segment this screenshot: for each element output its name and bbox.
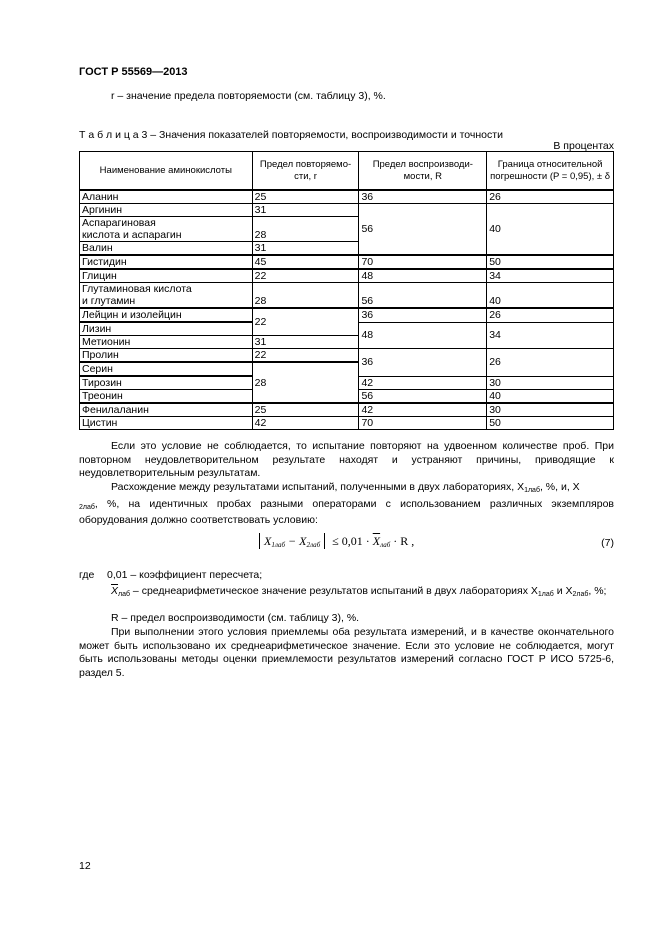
cell: Гистидин bbox=[80, 255, 253, 269]
cell: Пролин bbox=[80, 349, 253, 363]
table-row bbox=[80, 308, 614, 322]
cell: 40 bbox=[487, 204, 614, 256]
cell: 48 bbox=[359, 269, 487, 283]
cell: 45 bbox=[252, 255, 359, 269]
col-header: Граница относительной погрешности (P = 0,95), ± δ bbox=[487, 152, 614, 191]
cell: Лизин bbox=[80, 322, 253, 336]
cell: Лейцин и изолейцин bbox=[80, 308, 253, 322]
cell: Фенилаланин bbox=[80, 403, 253, 417]
cell: 28 bbox=[252, 283, 359, 309]
cell: 28 bbox=[252, 229, 359, 242]
r-definition: r – значение предела повторяемости (см. таблицу 3), %. bbox=[111, 90, 386, 102]
paragraph-repeat-test: Если это условие не соблюдается, то испытание повторяют на удвоенном количестве проб. При повторном неудовлетворительном результате находят и устраняют причины, приводящие к неудовлетворительным результатам. bbox=[79, 440, 614, 479]
cell: Аргинин bbox=[80, 204, 253, 217]
col-header: Предел воспроизводи-мости, R bbox=[359, 152, 487, 191]
cell: Метионин bbox=[80, 336, 253, 349]
cell: 22 bbox=[252, 349, 359, 363]
cell: 70 bbox=[359, 417, 487, 430]
table-row bbox=[80, 349, 614, 363]
cell: 26 bbox=[487, 190, 614, 204]
cell: 42 bbox=[359, 376, 487, 390]
formula-7: $X_{1лаб} - X_{2лаб} \le 0,01 \cdot \overline{X}_{лаб} \cdot R$ , bbox=[255, 533, 414, 549]
cell: 36 bbox=[359, 190, 487, 204]
where-reproducibility: R – предел воспроизводимости (см. таблицу 3), %. bbox=[111, 612, 360, 624]
table-caption: Т а б л и ц а 3 – Значения показателей повторяемости, воспроизводимости и точности bbox=[79, 129, 503, 141]
cell: 31 bbox=[252, 242, 359, 256]
cell: 48 bbox=[359, 322, 487, 349]
cell: 30 bbox=[487, 403, 614, 417]
cell: 25 bbox=[252, 190, 359, 204]
table-row bbox=[80, 417, 614, 430]
where-mean: $\overline{X}_{лаб}$ – среднеарифметическое значение результатов испытаний в двух лабораториях $X_{1лаб}$ и $X_{2лаб}$, %; bbox=[111, 585, 607, 598]
formula-number: (7) bbox=[601, 537, 614, 549]
cell bbox=[252, 217, 359, 230]
cell: Цистин bbox=[80, 417, 253, 430]
table-row bbox=[80, 269, 614, 283]
cell: 56 bbox=[359, 390, 487, 404]
cell: 42 bbox=[359, 403, 487, 417]
cell: 36 bbox=[359, 308, 487, 322]
cell: 30 bbox=[487, 376, 614, 390]
where-coefficient: 0,01 – коэффициент пересчета; bbox=[107, 569, 263, 581]
cell: Аспарагиновая bbox=[80, 217, 253, 230]
table-row bbox=[80, 283, 614, 296]
cell: 56 bbox=[359, 283, 487, 309]
cell: 26 bbox=[487, 308, 614, 322]
cell: Аланин bbox=[80, 190, 253, 204]
document-header: ГОСТ Р 55569—2013 bbox=[79, 66, 188, 78]
cell: 34 bbox=[487, 322, 614, 349]
cell: Глицин bbox=[80, 269, 253, 283]
table-header-row bbox=[80, 152, 614, 191]
cell: 70 bbox=[359, 255, 487, 269]
cell: 31 bbox=[252, 336, 359, 349]
cell: 56 bbox=[359, 204, 487, 256]
table-row bbox=[80, 403, 614, 417]
cell: 34 bbox=[487, 269, 614, 283]
cell: 28 bbox=[252, 362, 359, 403]
page-number: 12 bbox=[79, 860, 91, 872]
values-table bbox=[79, 151, 614, 430]
cell: Валин bbox=[80, 242, 253, 256]
cell: 50 bbox=[487, 255, 614, 269]
cell: 40 bbox=[487, 390, 614, 404]
paragraph-discrepancy: Расхождение между результатами испытаний, полученными в двух лабораториях, $X_{1лаб}$, %, и, X $_{2лаб}$, %, на идентичных пробах разными операторами с использованием различных экземпляров оборудования должно соответствовать условию: bbox=[79, 481, 614, 526]
cell: кислота и аспарагин bbox=[80, 229, 253, 242]
table-row bbox=[80, 190, 614, 204]
col-header: Наименование аминокислоты bbox=[80, 152, 253, 191]
cell: и глутамин bbox=[80, 295, 253, 308]
cell: 42 bbox=[252, 417, 359, 430]
cell: 36 bbox=[359, 349, 487, 377]
cell: Глутаминовая кислота bbox=[80, 283, 253, 296]
table-row bbox=[80, 204, 614, 217]
cell: 40 bbox=[487, 283, 614, 309]
col-header: Предел повторяемо-сти, r bbox=[252, 152, 359, 191]
where-label: где bbox=[79, 569, 95, 581]
cell: 25 bbox=[252, 403, 359, 417]
cell: 26 bbox=[487, 349, 614, 377]
paragraph-acceptance: При выполнении этого условия приемлемы оба результата измерений, и в качестве окончательного может быть использовано их среднеарифметическое значение. Если это условие не соблюдается, могут быть использованы методы оценки приемлемости результатов измерений согласно ГОСТ Р ИСО 5725-6, раздел 5. bbox=[79, 626, 614, 679]
cell: 50 bbox=[487, 417, 614, 430]
cell: 31 bbox=[252, 204, 359, 217]
cell: Треонин bbox=[80, 390, 253, 404]
table-units: В процентах bbox=[553, 140, 614, 152]
cell: Серин bbox=[80, 362, 253, 376]
cell: Тирозин bbox=[80, 376, 253, 390]
table-row bbox=[80, 255, 614, 269]
cell: 22 bbox=[252, 308, 359, 336]
cell: 22 bbox=[252, 269, 359, 283]
